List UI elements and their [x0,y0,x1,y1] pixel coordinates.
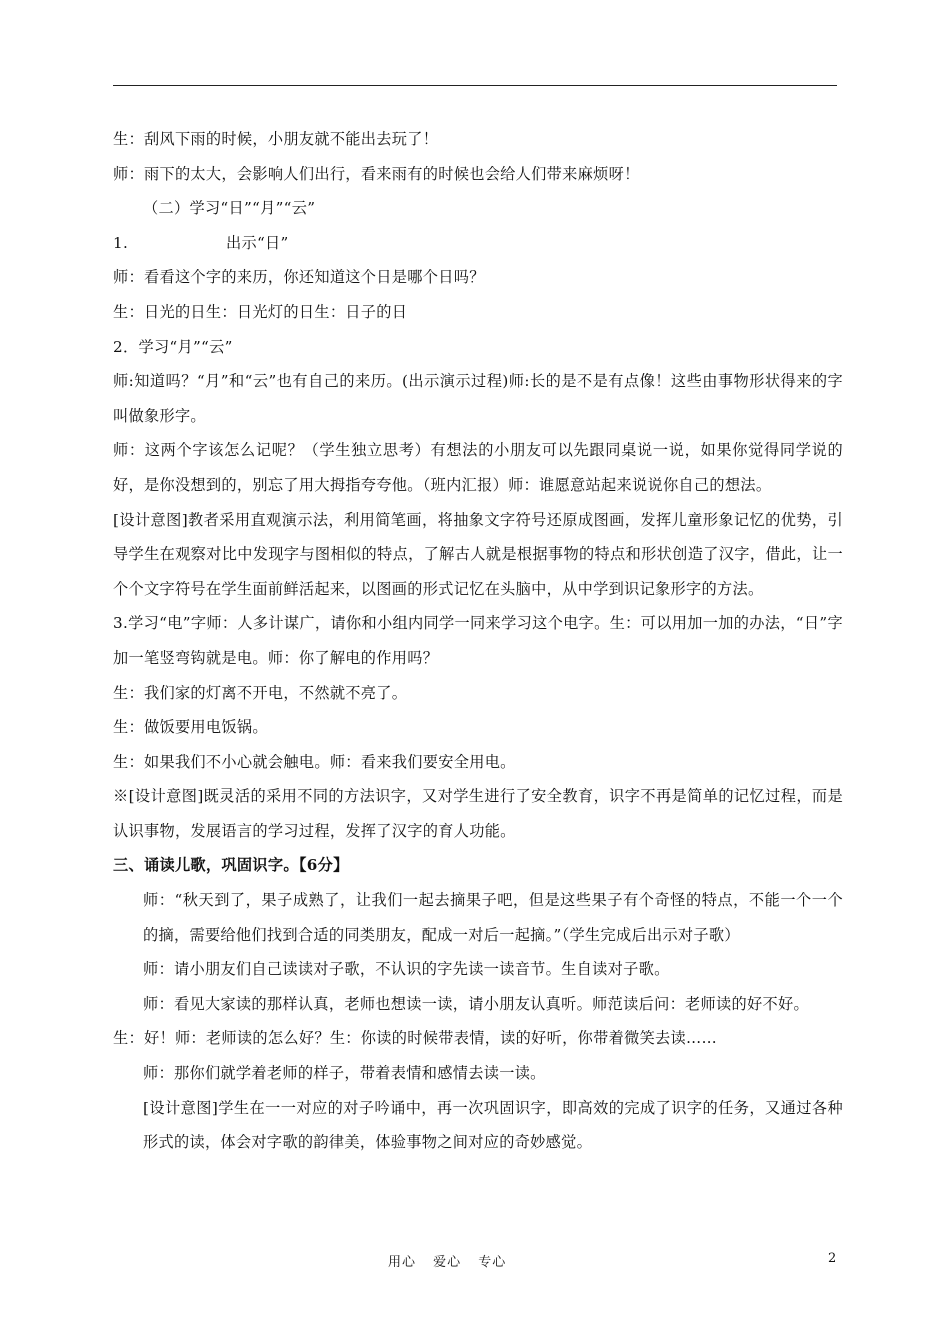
paragraph: 生：做饭要用电饭锅。 [113,718,268,737]
paragraph: 生：日光的日生：日光灯的日生：日子的日 [113,302,408,321]
paragraph: 生：我们家的灯离不开电，不然就不亮了。 [113,683,408,702]
page-footer [0,1251,950,1271]
paragraph: 师:知道吗？“月”和“云”也有自己的来历。(出示演示过程)师:长的是不是有点像！这些由事物形状得来的字叫做象形字。 [113,372,843,425]
paragraph: 师：雨下的太大，会影响人们出行，看来雨有的时候也会给人们带来麻烦呀！ [113,164,640,183]
item-number: 1. [113,233,129,252]
paragraph: 师：看见大家读的那样认真，老师也想读一读，请小朋友认真听。师范读后问：老师读的好不好。 [143,994,809,1013]
paragraph: 师：“秋天到了，果子成熟了，让我们一起去摘果子吧，但是这些果子有个奇怪的特点，不能一个一个的摘，需要给他们找到合适的同类朋友，配成一对后一起摘。”（学生完成后出示对子歌） [143,891,843,944]
item-text: 出示“日” [226,233,289,252]
numbered-item: 2．学习“月”“云” [113,337,233,356]
section-heading: 三、诵读儿歌，巩固识字。【6分】 [113,856,349,875]
paragraph: 师：看看这个字的来历，你还知道这个日是哪个日吗？ [113,268,485,287]
numbered-item [113,226,843,261]
design-intent-paragraph: ※[设计意图]既灵活的采用不同的方法识字，又对学生进行了安全教育，识字不再是简单的记忆过程，而是认识事物，发展语言的学习过程，发挥了汉字的育人功能。 [113,787,843,840]
paragraph: 生：刮风下雨的时候，小朋友就不能出去玩了！ [113,130,439,148]
page-number: 2 [828,1251,837,1266]
footer-text: 用心 爱心 专心 [388,1255,507,1270]
design-intent-paragraph: [设计意图]教者采用直观演示法，利用简笔画，将抽象文字符号还原成图画，发挥儿童形象记忆的优势，引导学生在观察对比中发现字与图相似的特点，了解古人就是根据事物的特点和形状创造了汉字，借此，让一个个文字符号在学生面前鲜活起来，以图画的形式记忆在头脑中，从中学到识记象形字的方法。 [113,510,843,598]
design-intent-paragraph: [设计意图]学生在一一对应的对子吟诵中，再一次巩固识字，即高效的完成了识字的任务，又通过各种形式的读，体会对字歌的韵律美，体验事物之间对应的奇妙感觉。 [143,1098,843,1152]
paragraph: 师：这两个字该怎么记呢？（学生独立思考）有想法的小朋友可以先跟同桌说一说，如果你觉得同学说的好，是你没想到的，别忘了用大拇指夸夸他。（班内汇报）师：谁愿意站起来说说你自己的想法。 [113,441,843,494]
document-body [113,122,843,1160]
paragraph: 生：好！师：老师读的怎么好？生：你读的时候带表情，读的好听，你带着微笑去读…… [113,1029,718,1048]
paragraph: 师：请小朋友们自己读读对子歌，不认识的字先读一读音节。生自读对子歌。 [143,960,670,979]
paragraph: 3.学习“电”字师：人多计谋广，请你和小组内同学一同来学习这个电字。生：可以用加一加的办法，“日”字加一笔竖弯钩就是电。师：你了解电的作用吗？ [113,614,843,667]
paragraph: 师：那你们就学着老师的样子，带着表情和感情去读一读。 [143,1064,546,1083]
paragraph: 生：如果我们不小心就会触电。师：看来我们要安全用电。 [113,752,516,771]
header-rule [113,85,837,86]
section-heading: （二）学习“日”“月”“云” [143,199,316,218]
